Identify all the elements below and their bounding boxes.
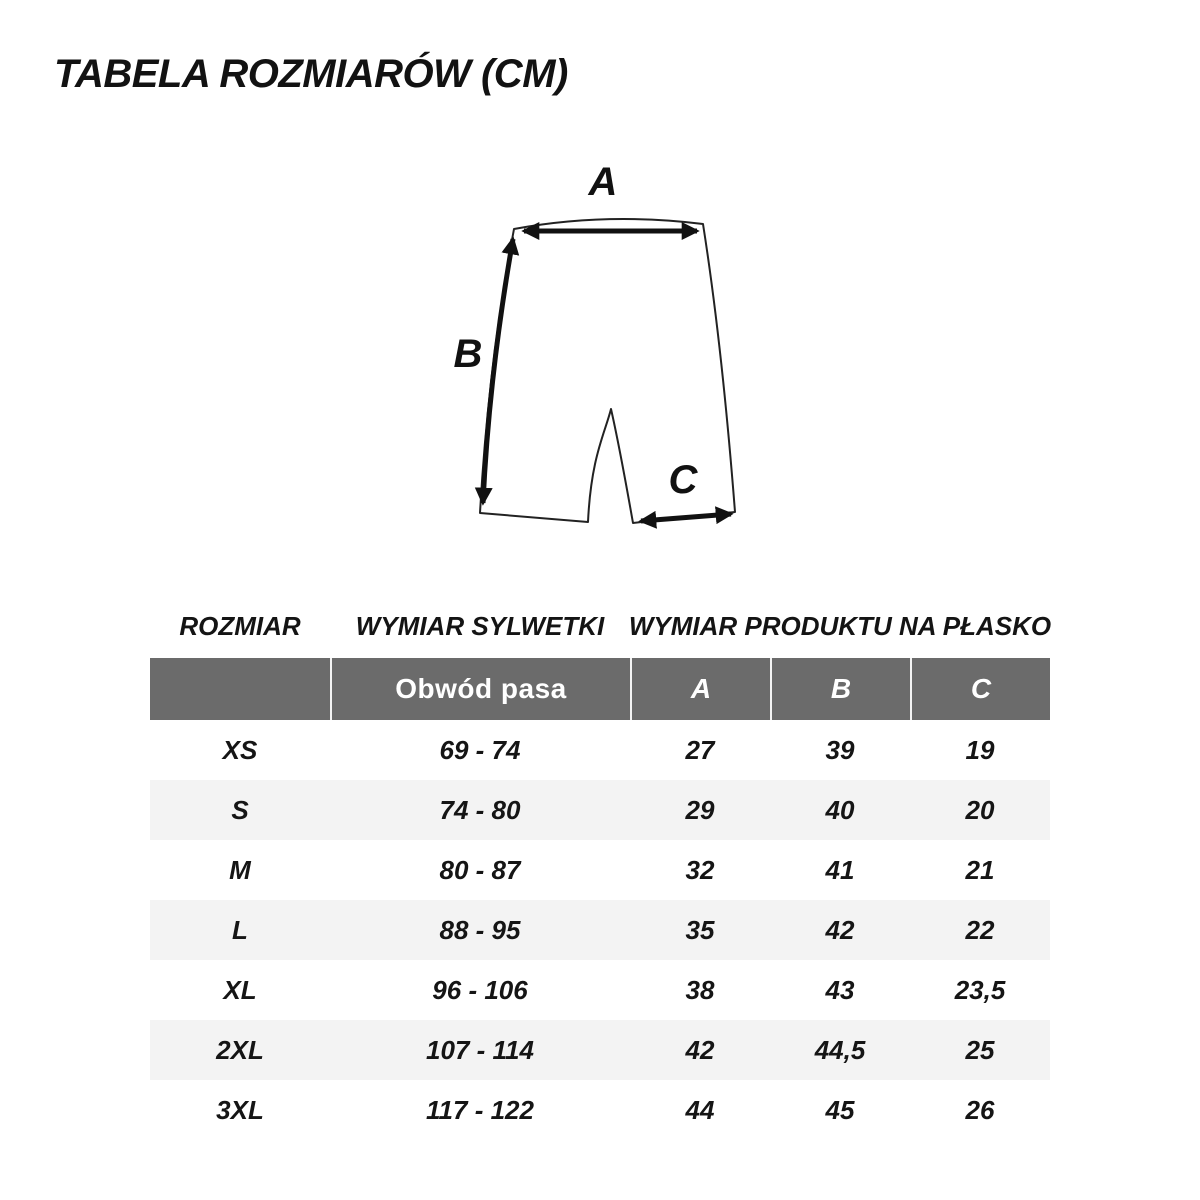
a-cell: 38	[685, 974, 715, 1005]
table-section-headers	[150, 602, 1050, 650]
measure-b-arrow	[483, 239, 513, 503]
c-cell: 20	[965, 794, 995, 825]
c-cell: 21	[965, 854, 995, 885]
c-cell: 22	[965, 914, 995, 945]
measure-c-label: C	[668, 458, 698, 502]
a-cell: 32	[685, 854, 715, 885]
size-cell: M	[229, 854, 251, 885]
a-cell: 29	[685, 794, 715, 825]
a-cell: 35	[685, 914, 715, 945]
b-cell: 41	[825, 854, 855, 885]
b-cell: 40	[825, 794, 855, 825]
size-table	[150, 658, 1050, 1140]
table-row-l	[150, 900, 1050, 960]
b-cell: 45	[825, 1094, 855, 1125]
b-cell: 44,5	[814, 1034, 866, 1065]
b-cell: 39	[825, 734, 855, 765]
size-cell: L	[232, 914, 248, 945]
waist-cell: 80 - 87	[439, 854, 521, 885]
b-cell: 42	[825, 914, 855, 945]
table-row-xl	[150, 960, 1050, 1020]
c-cell: 23,5	[954, 974, 1006, 1005]
measure-b-label: B	[453, 332, 483, 376]
measure-a-label: A	[588, 160, 618, 204]
table-header-row	[150, 658, 1050, 720]
c-cell: 25	[965, 1034, 995, 1065]
table-row-xs	[150, 720, 1050, 780]
page-title: TABELA ROZMIARÓW (CM)	[54, 52, 568, 96]
table-row-s	[150, 780, 1050, 840]
b-cell: 43	[825, 974, 855, 1005]
header-cell-a: A	[630, 658, 770, 720]
c-cell: 19	[965, 734, 995, 765]
header-cell-size	[150, 658, 330, 720]
a-cell: 44	[685, 1094, 715, 1125]
a-cell: 42	[685, 1034, 715, 1065]
size-cell: S	[231, 794, 249, 825]
waist-cell: 117 - 122	[426, 1094, 534, 1125]
shorts-measurement-diagram	[430, 145, 790, 575]
waist-cell: 74 - 80	[439, 794, 521, 825]
section-header-flat-measure: WYMIAR PRODUKTU NA PŁASKO	[628, 610, 1052, 641]
section-header-body-measure: WYMIAR SYLWETKI	[355, 610, 605, 641]
a-cell: 27	[685, 734, 715, 765]
size-cell: 3XL	[216, 1094, 264, 1125]
table-row-2xl	[150, 1020, 1050, 1080]
waist-cell: 88 - 95	[439, 914, 521, 945]
table-row-m	[150, 840, 1050, 900]
table-row-3xl	[150, 1080, 1050, 1140]
measure-c-arrow	[641, 514, 731, 521]
waist-cell: 96 - 106	[432, 974, 528, 1005]
header-cell-c: C	[910, 658, 1050, 720]
waist-cell: 107 - 114	[426, 1034, 534, 1065]
header-cell-waist: Obwód pasa	[330, 658, 630, 720]
waist-cell: 69 - 74	[439, 734, 521, 765]
size-cell: XL	[223, 974, 257, 1005]
section-header-size: ROZMIAR	[179, 610, 301, 641]
size-cell: 2XL	[216, 1034, 264, 1065]
header-cell-b: B	[770, 658, 910, 720]
size-cell: XS	[222, 734, 258, 765]
c-cell: 26	[965, 1094, 995, 1125]
